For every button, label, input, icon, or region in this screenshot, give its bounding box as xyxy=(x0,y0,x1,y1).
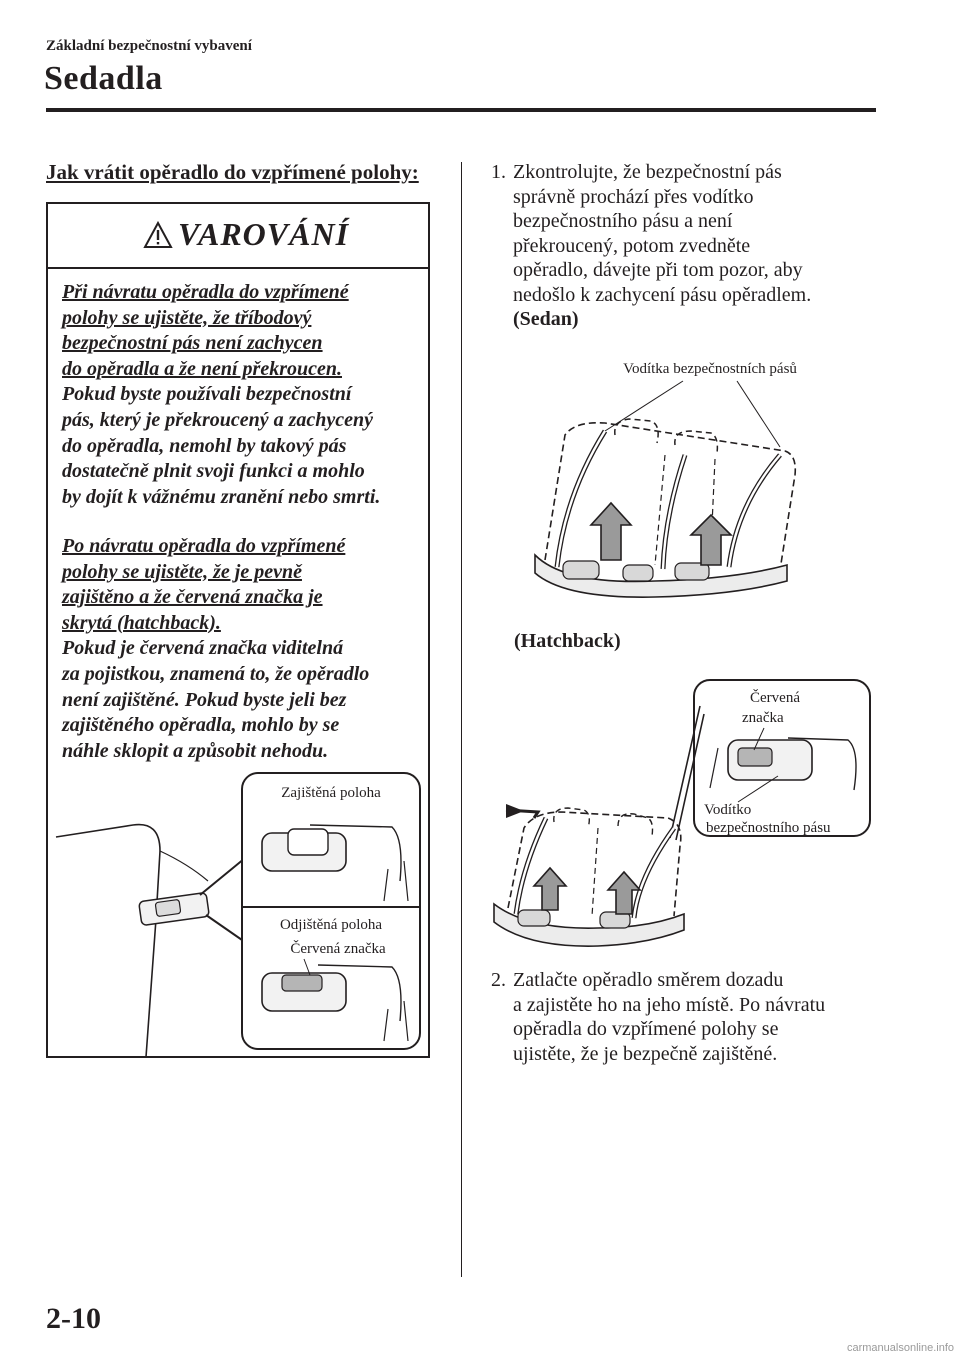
warning-triangle-icon xyxy=(143,221,173,249)
title-rule xyxy=(46,108,876,112)
step-line: nedošlo k zachycení pásu opěradlem. xyxy=(513,283,812,306)
subheading: Jak vrátit opěradlo do vzpřímené polohy: xyxy=(46,160,419,184)
warning-line: Při návratu opěradla do vzpřímené xyxy=(62,281,349,303)
locked-position-label: Zajištěná poloha xyxy=(281,785,381,801)
red-mark-label-line1: Červená xyxy=(750,690,800,706)
step-number: 2. xyxy=(491,969,506,991)
warning-line: za pojistkou, znamená to, že opěradlo xyxy=(62,662,370,685)
warning-line: Pokud je červená značka viditelná xyxy=(62,637,344,660)
step-line: ujistěte, že je bezpečně zajištěné. xyxy=(513,1042,778,1065)
step-line: bezpečnostního pásu a není xyxy=(513,210,733,232)
step-line: a zajistěte ho na jeho místě. Po návratu xyxy=(513,993,826,1016)
warning-line: dostatečně plnit svoji funkci a mohlo xyxy=(62,460,365,483)
step-line: správně prochází přes vodítko xyxy=(513,185,754,208)
red-mark-label: Červená značka xyxy=(290,941,386,957)
hatchback-seat-illustration xyxy=(488,678,878,958)
warning-line: Pokud byste používali bezpečnostní xyxy=(62,383,352,406)
warning-line: zajištěno a že červená značka je xyxy=(62,586,323,609)
step-line: opěradla do vzpřímené polohy se xyxy=(513,1018,779,1040)
section-label: Základní bezpečnostní vybavení xyxy=(46,38,252,54)
step-1 xyxy=(491,160,891,332)
watermark: carmanualsonline.info xyxy=(846,1342,954,1354)
page-number: 2-10 xyxy=(46,1302,101,1335)
warning-line: by dojít k vážnému zranění nebo smrti. xyxy=(62,485,381,508)
warning-line: náhle sklopit a způsobit nehodu. xyxy=(62,739,329,762)
warning-block-1 xyxy=(62,280,422,510)
warning-title: VAROVÁNÍ xyxy=(178,216,350,252)
warning-line: bezpečnostní pás není zachycen xyxy=(62,332,323,355)
warning-line: není zajištěné. Pokud byste jeli bez xyxy=(62,688,347,711)
unlocked-position-label: Odjištěná poloha xyxy=(279,917,383,933)
warning-block-2 xyxy=(62,534,422,764)
warning-line: pás, který je překroucený a zachycený xyxy=(62,408,374,431)
warning-line: zajištěného opěradla, mohlo by se xyxy=(62,714,340,737)
warning-line: do opěradla a že není překroucen. xyxy=(62,357,342,380)
warning-header xyxy=(48,204,428,269)
sedan-seat-illustration xyxy=(505,355,815,600)
red-mark-label-line2: značka xyxy=(742,710,784,726)
seat-lock-illustration xyxy=(48,769,428,1057)
step-line: překroucený, potom zvedněte xyxy=(513,234,751,257)
step-line: opěradlo, dávejte při tom pozor, aby xyxy=(513,259,803,281)
warning-line: polohy se ujistěte, že tříbodový xyxy=(62,306,312,329)
page-title: Sedadla xyxy=(44,60,163,97)
warning-line: skrytá (hatchback). xyxy=(62,611,221,634)
warning-box xyxy=(46,202,430,1058)
belt-guide-label-line2: bezpečnostního pásu xyxy=(706,820,831,836)
belt-guide-label-line1: Vodítko xyxy=(704,802,752,818)
step-line: Zkontrolujte, že bezpečnostní pás xyxy=(513,161,782,183)
variant-label: (Sedan) xyxy=(513,308,579,330)
step-number: 1. xyxy=(491,161,506,183)
warning-line: polohy se ujistěte, že je pevně xyxy=(62,560,302,583)
warning-line: Po návratu opěradla do vzpřímené xyxy=(62,535,346,557)
seatbelt-guides-label: Vodítka bezpečnostních pásů xyxy=(623,361,797,377)
hatchback-label: (Hatchback) xyxy=(514,630,621,652)
step-line: Zatlačte opěradlo směrem dozadu xyxy=(513,969,784,991)
warning-line: do opěradla, nemohl by takový pás xyxy=(62,434,347,457)
step-2 xyxy=(491,968,891,1066)
column-divider xyxy=(461,162,462,1277)
